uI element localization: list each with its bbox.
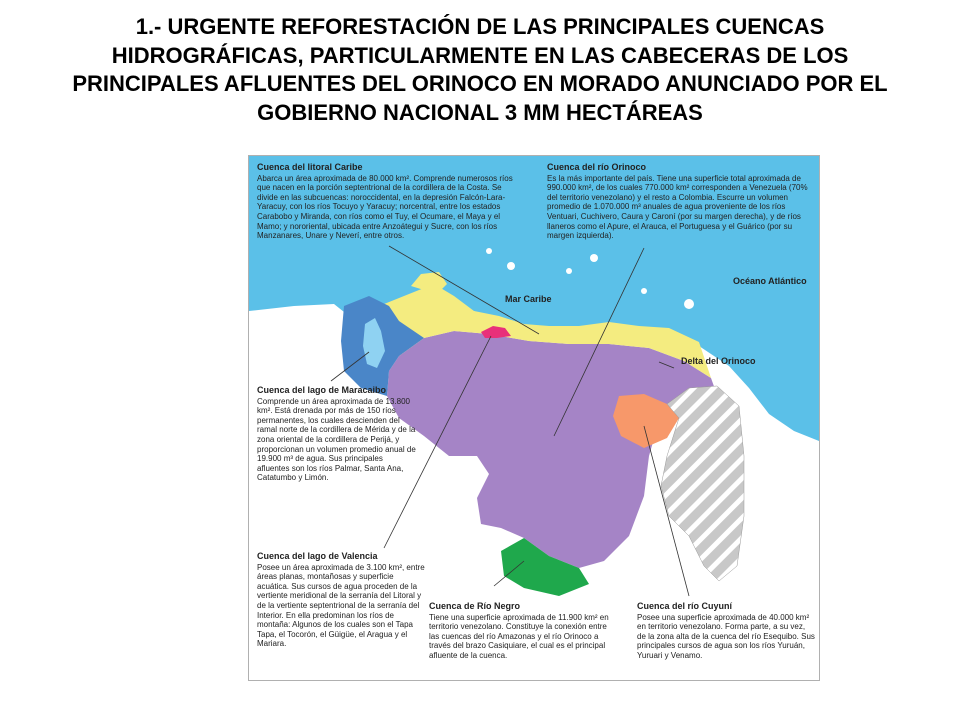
rio-negro-info — [429, 602, 619, 661]
island — [507, 262, 515, 270]
maracaibo-title: Cuenca del lago de Maracaibo — [257, 385, 387, 395]
orinoco-info — [547, 163, 812, 241]
island — [641, 288, 647, 294]
maracaibo-info — [257, 386, 417, 483]
caribe-text: Abarca un área aproximada de 80.000 km². Comprende numerosos ríos que nacen en la porción septentrional de la cordillera de la Costa. Se divide en las subcuencas: noroccidental, en la depresión Falcón-Lara-Yaracuy, con los ríos Tocuyo y Yaracuy; norcentral, entre los estados Carabobo y Miranda, con ríos como el Tuy, el Ocumare, el Maya y el Mamo; y nororiental, ubicada entre Anzoátegui y Sucre, con los ríos Manzanares, Unare y Neverí, entre otros. — [257, 173, 513, 241]
orinoco-title: Cuenca del río Orinoco — [547, 162, 647, 172]
valencia-info — [257, 552, 427, 649]
orinoco-text: Es la más importante del país. Tiene una superficie total aproximada de 990.000 km², de los cuales 770.000 km² corresponden a Venezuela (70% del territorio venezolano) y el resto a Colombia. Escurre un volumen promedio de 1.070.000 m³ anuales de agua proveniente de los ríos Ventuari, Cuchivero, Caura y Caroní (por su margen derecha), y de ríos llaneros como el Apure, el Arauca, el Portuguesa y el Guárico (por su margen izquierda). — [547, 173, 808, 241]
island — [566, 268, 572, 274]
mar-caribe-label: Mar Caribe — [505, 294, 552, 304]
maracaibo-text: Comprende un área aproximada de 13.800 km². Está drenada por más de 150 ríos permanentes, los cuales descienden del ramal norte de la cordillera de Mérida y de la zona oriental de la cordillera de Perijá, y proporcionan un volumen promedio anual de 19.900 m³ de agua. Sus principales afluentes son los ríos Palmar, Santa Ana, Catatumbo y Limón. — [257, 396, 416, 483]
valencia-title: Cuenca del lago de Valencia — [257, 551, 378, 561]
cuyuni-title: Cuenca del río Cuyuní — [637, 601, 733, 611]
valencia-text: Posee un área aproximada de 3.100 km², entre áreas planas, montañosas y superficie acuática. Sus cursos de agua proceden de la vertiente meridional de la serranía del Litoral y de la vertiente septentrional de la serranía del Interior. En ella predominan los ríos de montaña: Algunos de los cuales son el Tapa Tapa, el Tocorón, el Güigüe, el Aragua y el Mariara. — [257, 562, 425, 649]
island — [590, 254, 598, 262]
caribe-info — [257, 163, 517, 241]
island — [486, 248, 492, 254]
island — [684, 299, 694, 309]
cuyuni-text: Posee una superficie aproximada de 40.000 km² en territorio venezolano. Forma parte, a su vez, de la zona alta de la cuenca del río Esequibo. Sus principales cursos de agua son los ríos Yuruán, Yuruari y Venamo. — [637, 612, 815, 660]
delta-orinoco-label: Delta del Orinoco — [681, 356, 756, 366]
caribe-title: Cuenca del litoral Caribe — [257, 162, 363, 172]
cuyuni-info — [637, 602, 815, 661]
venezuela-basins-map — [248, 155, 820, 681]
oceano-atlantico-label: Océano Atlántico — [733, 276, 807, 286]
slide-title: 1.- URGENTE REFORESTACIÓN DE LAS PRINCIPALES CUENCAS HIDROGRÁFICAS, PARTICULARMENTE EN LAS CABECERAS DE LOS PRINCIPALES AFLUENTES DEL ORINOCO EN MORADO ANUNCIADO POR EL GOBIERNO NACIONAL 3 MM HECTÁREAS — [72, 14, 888, 125]
rio-negro-title: Cuenca de Río Negro — [429, 601, 521, 611]
rio-negro-text: Tiene una superficie aproximada de 11.900 km² en territorio venezolano. Constituye la conexión entre las cuencas del río Amazonas y el río Orinoco a través del brazo Casiquiare, el cual es el principal afluente de la cuenca. — [429, 612, 609, 660]
